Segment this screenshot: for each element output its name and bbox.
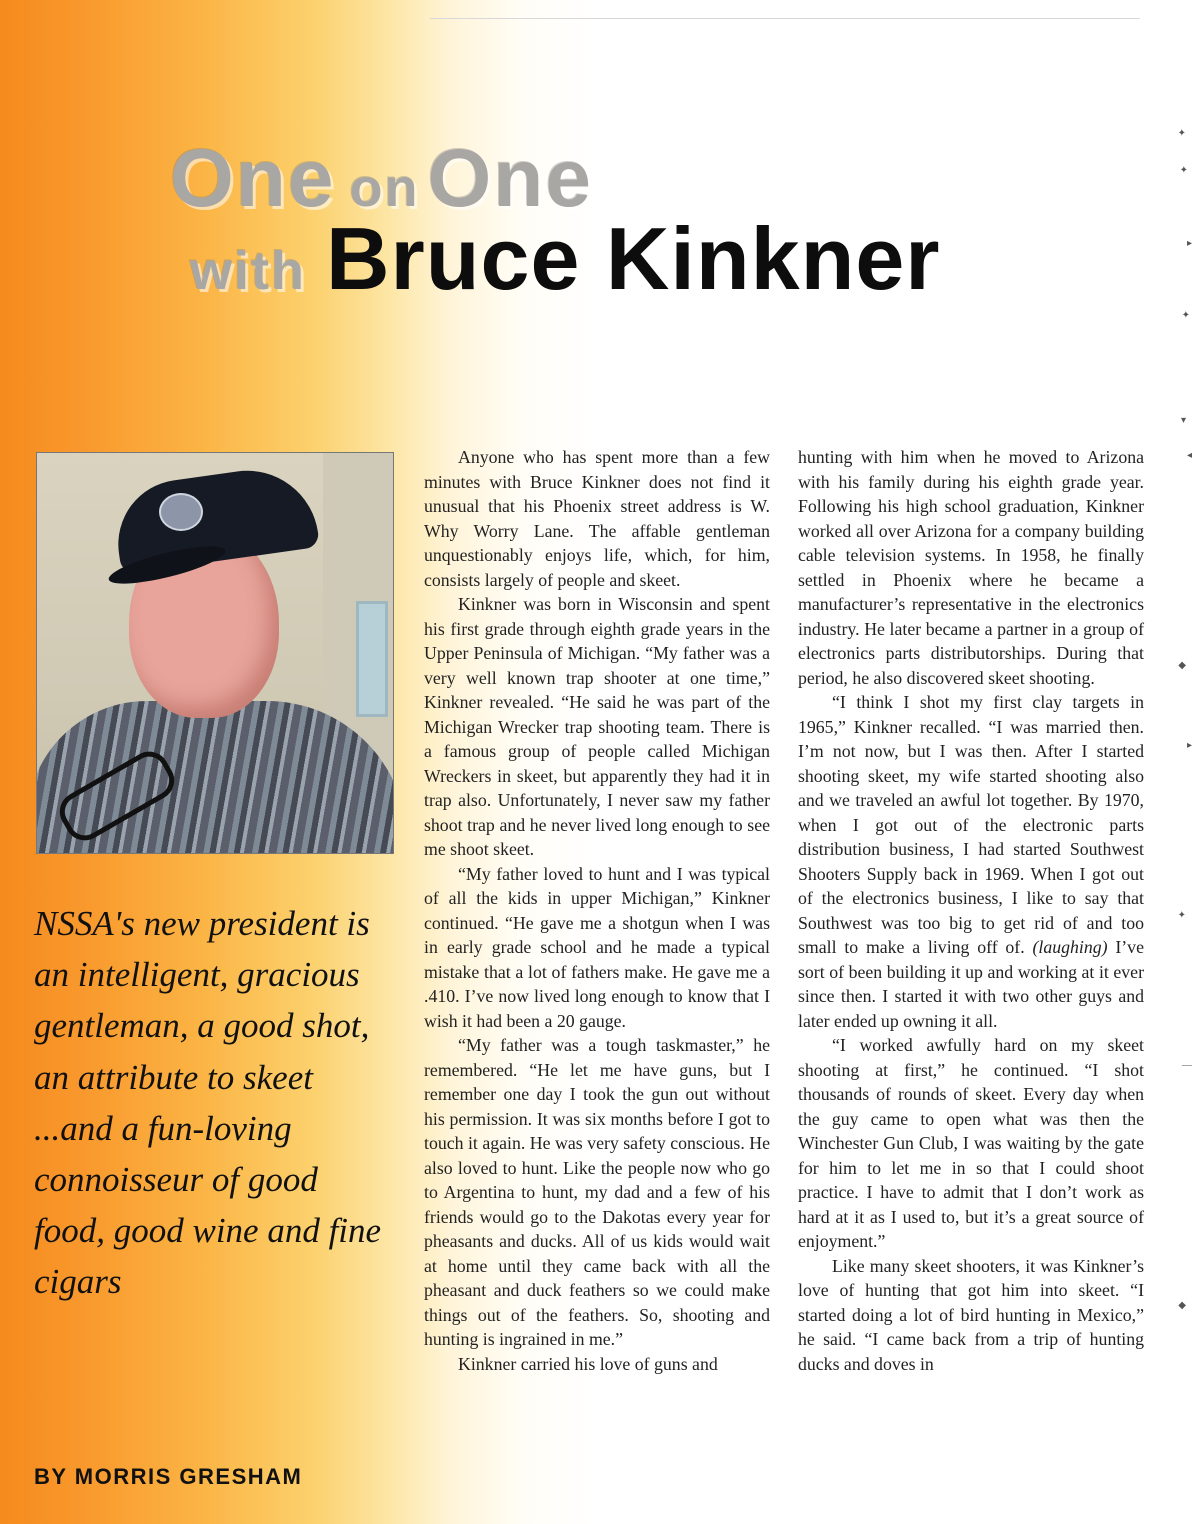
headline-word-one: One <box>170 133 336 224</box>
headline-line-1 <box>170 133 593 224</box>
top-rule <box>430 18 1140 19</box>
article-paragraph: “My father loved to hunt and I was typical of all the kids in upper Michigan,” Kinkner continued. “He gave me a shotgun when I was in early grade school and he made a typical mistake that a lot of fathers make. He gave me a .410. I’ve now lived long enough to know that I wish it had been a 20 gauge. <box>424 863 770 1031</box>
portrait-photo <box>36 452 394 854</box>
headline-name: Bruce Kinkner <box>325 209 941 308</box>
laughing-aside: (laughing) <box>1032 937 1108 957</box>
article-column-1 <box>424 445 770 1376</box>
article-paragraph: Kinkner carried his love of guns and <box>458 1353 718 1374</box>
headline-word-one-2: One <box>427 133 593 224</box>
article-paragraph-continued: hunting with him when he moved to Arizona with his family during his eighth grade year. Following his high school graduation, Kinkner worked all over Arizona for a company building cable television systems. In 1958, he finally settled in Phoenix where he became a manufacturer’s representative in the electronics industry. He later became a partner in a group of electronics parts distributorships. During that period, he also discovered skeet shooting. <box>798 447 1144 688</box>
page-edge-marks: ✦ ✦ ▸ ✦ ▾ ◂ ◆ ▸ ✦ — ◆ <box>1177 128 1192 1311</box>
headline-word-with: with <box>190 241 306 301</box>
article-paragraph: “My father was a tough taskmaster,” he remembered. “He let me have guns, but I remember one day I took the gun out without his permission. It was six months before I got to touch it again. He was very safety conscious. He also loved to hunt. Like the people now who go to Argentina to hunt, my dad and a few of his friends would go to the Dakotas every year for pheasants and ducks. All of us kids would wait at home until they came back with all the pheasant and duck feathers so we could make things out of the feathers. So, shooting and hunting is ingrained in me.” <box>424 1035 770 1349</box>
headline-line-2 <box>190 209 941 308</box>
wall-frame <box>356 601 388 717</box>
article-paragraph: Anyone who has spent more than a few minutes with Bruce Kinkner does not find it unusual that his Phoenix street address is W. Why Worry Lane. The affable gentleman unquestionably enjoys life, which, for him, consists largely of people and skeet. <box>424 447 770 590</box>
pull-quote: NSSA's new president is an intelligent, gracious gentleman, a good shot, an attribute to skeet ...and a fun-loving connoisseur of good food, good wine and fine cigars <box>34 904 382 1302</box>
cap-logo <box>159 493 203 531</box>
article-paragraph: “I think I shot my first clay targets in 1965,” Kinkner recalled. “I was married then. I’m not now, but I was then. After I started shooting skeet, my wife started shooting also and we traveled an awful lot together. By 1970, when I got out of the electronic parts distribution business, I had started Southwest Shooters Supply back in 1969. When I got out of the electronics business, I like to say that Southwest was too big to get rid of and too small to make a living off of. (laughing) I’ve sort of been building it up and working at it ever since then. I started it with two other guys and later ended up owning it all. <box>798 692 1144 1031</box>
headline-word-on: on <box>349 158 420 218</box>
article-column-2 <box>798 445 1144 1376</box>
byline: BY MORRIS GRESHAM <box>34 1464 303 1489</box>
article-paragraph: Kinkner was born in Wisconsin and spent his first grade through eighth grade years in the Upper Peninsula of Michigan. “My father was a very well known trap shooter at one time,” Kinkner revealed. “He said he was part of the Michigan Wrecker trap shooting team. There is a famous group of people called Michigan Wreckers in skeet, but apparently they had it in trap also. Unfortunately, I never saw my father shoot trap and he never lived long enough to see me shoot skeet. <box>424 594 770 859</box>
article-paragraph: Like many skeet shooters, it was Kinkner’s love of hunting that got him into skeet. “I started doing a lot of bird hunting in Mexico,” he said. “I came back from a trip of hunting ducks and doves in <box>798 1255 1144 1374</box>
article-paragraph: “I worked awfully hard on my skeet shooting at first,” he continued. “I shot thousands of rounds of skeet. Every day when the guy came to open what was then the Winchester Gun Club, I was waiting by the gate for him to let me in so that I could shoot practice. I have to admit that I don’t work as hard at it as I used to, but it’s a great source of enjoyment.” <box>798 1035 1144 1251</box>
